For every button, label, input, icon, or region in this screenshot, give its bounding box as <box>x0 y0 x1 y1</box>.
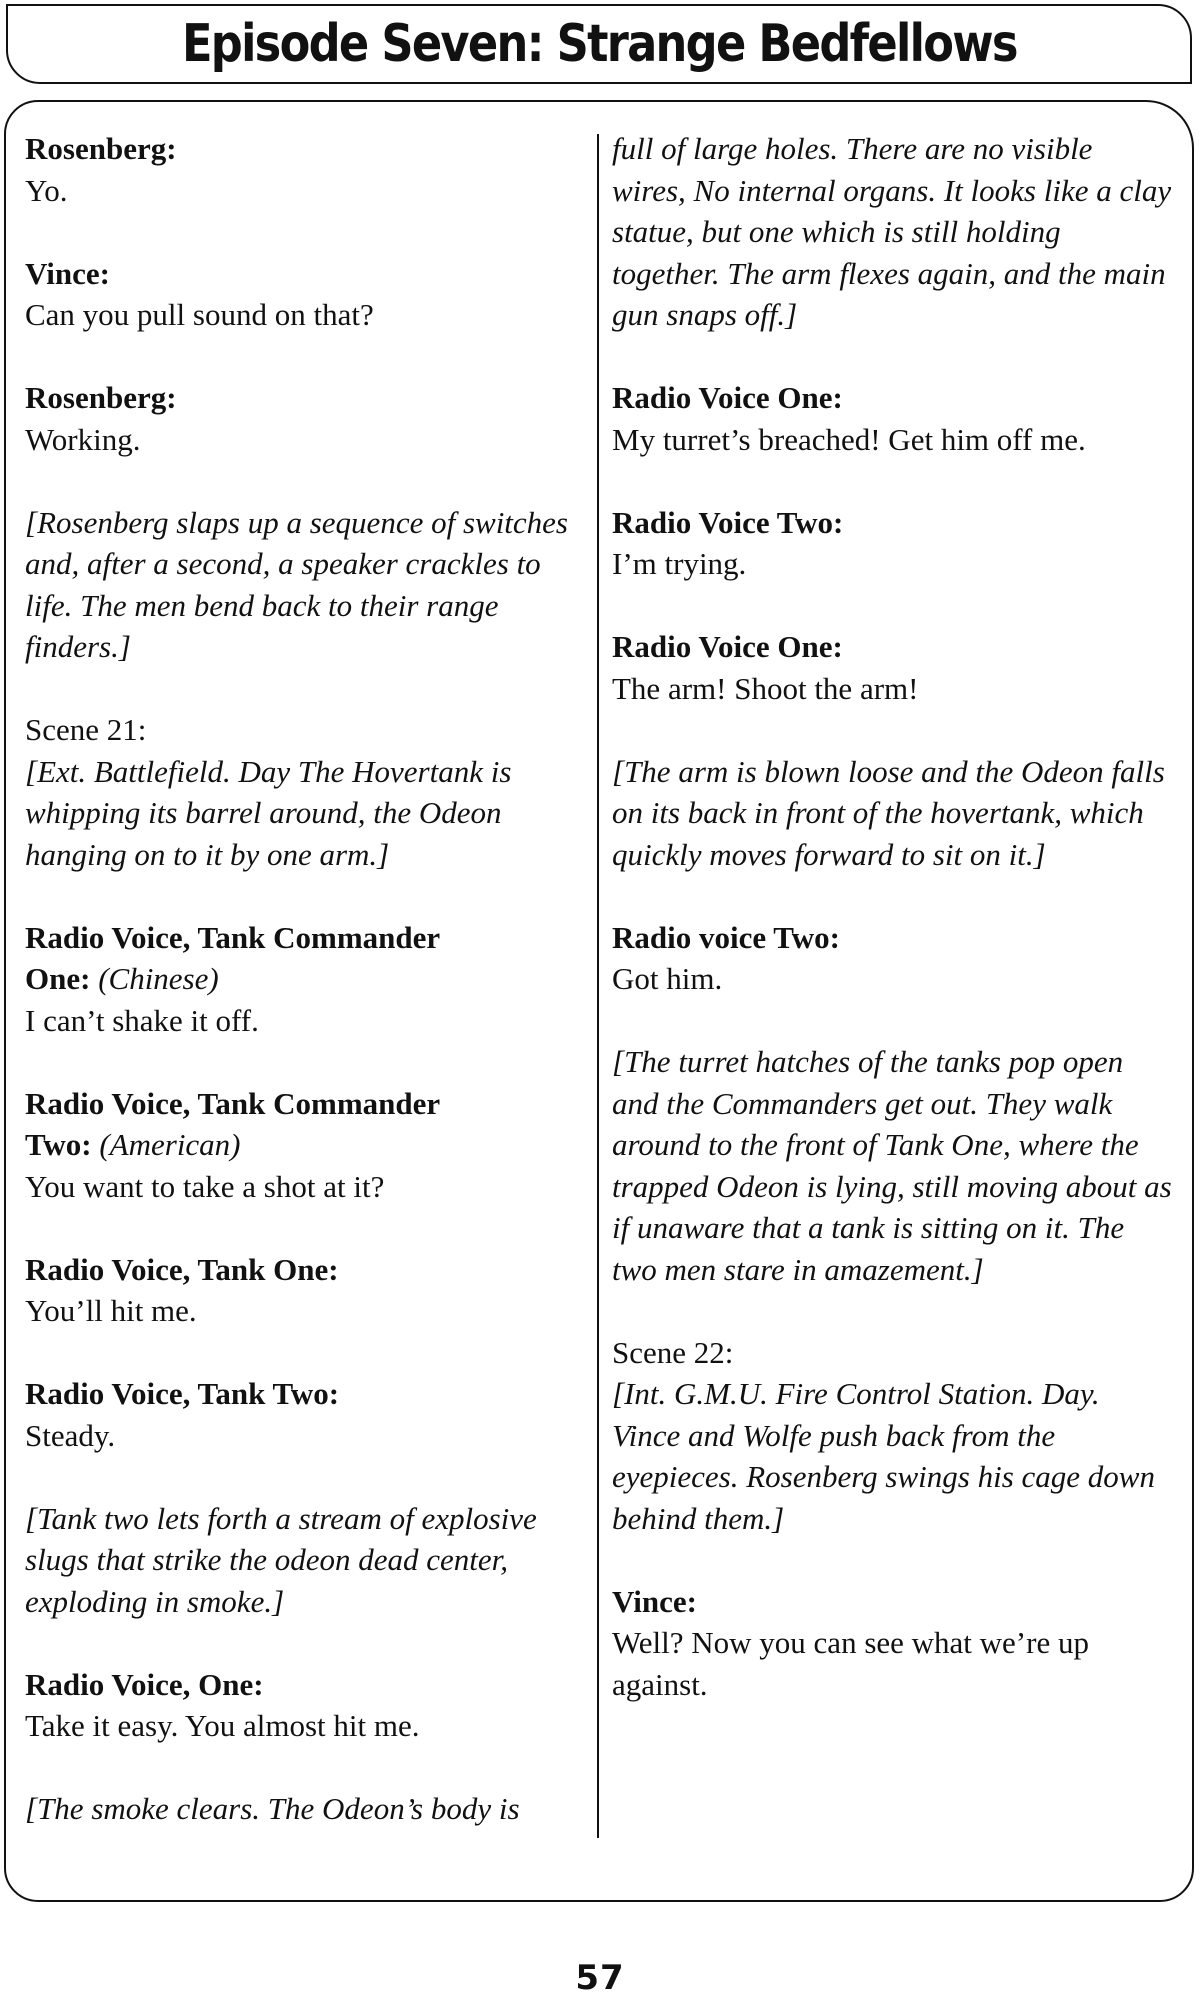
stage-direction-block <box>25 502 585 668</box>
stage-direction: [Ext. Battlefield. Day The Hovertank is whipping its barrel around, the Odeon hanging on to it by one arm.] <box>25 753 512 872</box>
speaker-label <box>25 917 585 1000</box>
dialogue-line: My turret’s breached! Get him off me. <box>612 421 1086 457</box>
scene-heading: Scene 22: <box>612 1334 734 1370</box>
speaker-note: (American) <box>99 1127 241 1162</box>
speaker-label: Radio voice Two: <box>612 919 840 955</box>
dialogue-line: You want to take a shot at it? <box>25 1168 385 1204</box>
scene-heading: Scene 21: <box>25 712 147 747</box>
episode-title-banner <box>6 4 1192 84</box>
speaker-label-part: One: <box>25 961 91 996</box>
speaker-label-part: Two: <box>25 1127 92 1162</box>
dialogue-line: The arm! Shoot the arm! <box>612 670 919 706</box>
left-column <box>25 128 585 1830</box>
speaker-label: Radio Voice One: <box>612 629 843 664</box>
speaker-label: Rosenberg: <box>25 380 177 415</box>
speaker-label-part: Radio Voice, Tank Commander <box>25 919 441 955</box>
speaker-label-part: Radio Voice, Tank Commander <box>25 1085 441 1121</box>
dialogue-line: You’ll hit me. <box>25 1293 197 1328</box>
dialogue-line: Take it easy. You almost hit me. <box>25 1708 420 1743</box>
stage-direction: [The smoke clears. The Odeon’s body is <box>25 1791 520 1826</box>
dialogue-line: I’m trying. <box>612 546 747 581</box>
stage-direction-block <box>25 1498 585 1623</box>
speaker-label: Radio Voice Two: <box>612 504 844 540</box>
stage-direction: [The turret hatches of the tanks pop open and the Commanders get out. They walk around to the front of Tank One, where the trapped Odeon is lying, still moving about as if unaware that a tank is sitting on it. The two men stare in amazement.] <box>612 1044 1172 1287</box>
stage-direction: [Rosenberg slaps up a sequence of switches and, after a second, a speaker crackles to life. The men bend back to their range finders.] <box>25 504 568 664</box>
dialogue-line: Can you pull sound on that? <box>25 297 374 332</box>
dialogue-block <box>612 377 1172 460</box>
speaker-label <box>25 1083 585 1166</box>
speaker-label: Radio Voice, Tank One: <box>25 1251 339 1287</box>
speaker-label: Radio Voice, One: <box>25 1666 264 1702</box>
dialogue-block <box>25 1249 585 1332</box>
stage-direction-block <box>25 1788 585 1830</box>
speaker-note: (Chinese) <box>98 961 219 996</box>
scene-block <box>612 1332 1172 1540</box>
speaker-label: Rosenberg: <box>25 131 177 166</box>
dialogue-block <box>25 377 585 460</box>
column-divider <box>597 134 599 1838</box>
dialogue-block <box>612 502 1172 585</box>
page-number: 57 <box>575 1958 625 1998</box>
dialogue-line: Well? Now you can see what we’re up against. <box>612 1625 1089 1702</box>
speaker-label: Radio Voice, Tank Two: <box>25 1376 340 1411</box>
dialogue-block <box>612 1581 1172 1706</box>
dialogue-block <box>25 128 585 211</box>
dialogue-line: Working. <box>25 421 141 457</box>
stage-direction-block <box>612 751 1172 876</box>
stage-direction: [Tank two lets forth a stream of explosive slugs that strike the odeon dead center, exploding in smoke.] <box>25 1500 537 1619</box>
dialogue-block <box>25 917 585 1042</box>
page-title: Episode Seven: Strange Bedfellows <box>181 14 1017 74</box>
dialogue-block <box>25 1373 585 1456</box>
stage-direction: full of large holes. There are no visible wires, No internal organs. It looks like a clay statue, but one which is still holding together. The arm flexes again, and the main gun snaps off.] <box>612 131 1172 332</box>
scene-block <box>25 709 585 875</box>
stage-direction: [Int. G.M.U. Fire Control Station. Day. Vince and Wolfe push back from the eyepieces. Rosenberg swings his cage down behind them.] <box>612 1376 1155 1536</box>
dialogue-line: Steady. <box>25 1417 116 1453</box>
dialogue-line: Yo. <box>25 172 68 208</box>
dialogue-block <box>612 917 1172 1000</box>
stage-direction: [The arm is blown loose and the Odeon falls on its back in front of the hovertank, which quickly moves forward to sit on it.] <box>612 753 1165 872</box>
dialogue-block <box>25 1664 585 1747</box>
dialogue-block <box>25 253 585 336</box>
dialogue-block <box>612 626 1172 709</box>
dialogue-line: Got him. <box>612 961 723 996</box>
stage-direction-block <box>612 1041 1172 1290</box>
speaker-label: Vince: <box>612 1583 697 1619</box>
speaker-label: Radio Voice One: <box>612 380 843 415</box>
dialogue-line: I can’t shake it off. <box>25 1002 259 1038</box>
speaker-label: Vince: <box>25 255 110 291</box>
dialogue-block <box>25 1083 585 1208</box>
stage-direction-block <box>612 128 1172 336</box>
right-column <box>612 128 1172 1705</box>
